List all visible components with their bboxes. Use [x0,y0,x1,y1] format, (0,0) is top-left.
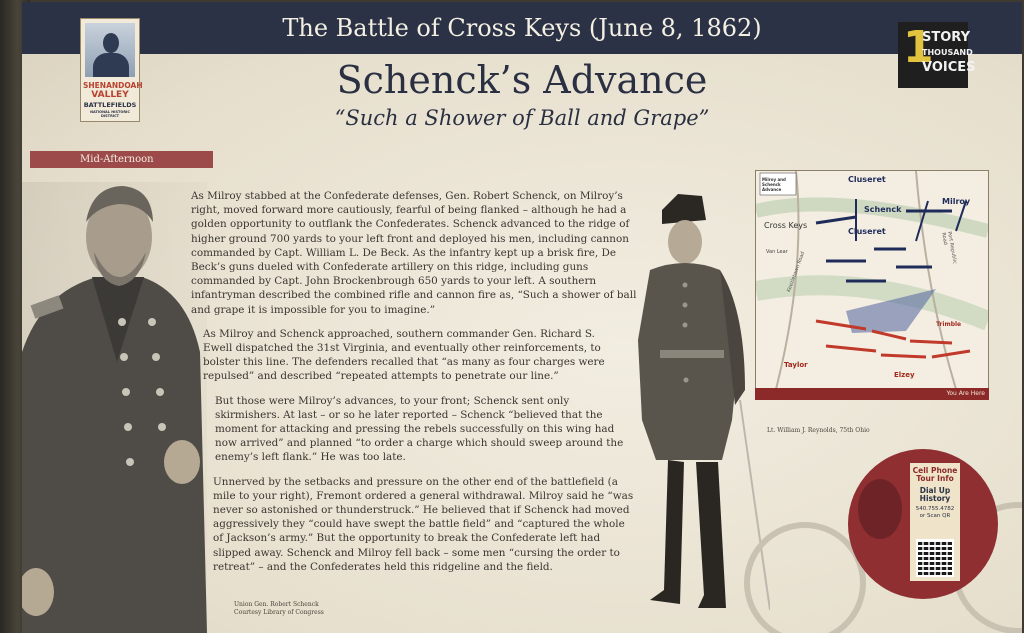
body-text [185,189,651,584]
paragraph-4: Unnerved by the setbacks and pressure on the other end of the battlefield (a mile to your right), Fremont ordered a general withdrawal. Milroy said he “was never so astonished or thunderstruck.” He believed that if Schenck had moved aggressively they “could have swept the battle field” and “captured the whole of Jackson’s army.” But the opportunity to break the Confederate left had slipped away. Schenck and Milroy fell back – some men “cursing the order to retreat” – and the Confederates held this ridgeline and the field. [213,475,634,573]
historical-marker-sign [22,2,1022,633]
sign-title: Schenck’s Advance [336,58,708,102]
map-label-cluseret-1: Cluseret [848,175,886,184]
logo-line2: VALLEY [91,90,129,100]
battle-map [755,170,989,390]
map-label-schenck: Schenck [864,205,902,214]
reynolds-portrait [620,190,770,620]
paragraph-1: As Milroy stabbed at the Confederate defenses, Gen. Robert Schenck, on Milroy’s right, moved forward more cautiously, fearful of being flanked – although he had a golden opportunity to outflank the Confederates. Schenck advanced to the ridge of higher ground 700 yards to your left front and deployed his men, including cannon commanded by Capt. William L. De Beck. As the infantry kept up a brisk fire, De Beck’s guns dueled with Confederate artillery on this ridge, including guns commanded by Capt. John Brockenbrough 650 yards to your left. A southern infantryman described the combined rifle and cannon fire as, “Such a shower of ball and grape it is impossible for you to imagine.” [191,190,637,316]
map-label-port-republic-road: Port Republic Road [940,231,958,265]
cell-tour-phone: 540.755.4782 [915,506,955,512]
sign-subtitle: “Such a Shower of Ball and Grape” [334,106,710,130]
paragraph-3: But those were Milroy’s advances, to your front; Schenck sent only skirmishers. At last – or so he later reported – Schenck “believed that the moment for attacking and pressing the rebels successfully on this wing had now arrived” and planned “to order a charge which should sweep around the enemy’s left flank.” He was too late. [215,394,624,464]
cell-tour-dial: Dial Up History [919,486,951,503]
left-caption [234,601,324,617]
map-label-taylor: Taylor [784,361,808,369]
header-bar [22,2,1022,54]
map-label-keezletown-road: Keezletown Road [786,250,807,294]
schenck-portrait [22,182,207,633]
cell-tour-card [910,463,960,581]
left-caption-line2: Courtesy Library of Congress [234,609,324,616]
map-label-cluseret-2: Cluseret [848,227,886,236]
map-label-elzey: Elzey [894,371,915,379]
cell-tour-title: Cell Phone Tour Info [912,466,958,483]
logo-line4: NATIONAL HISTORIC DISTRICT [90,110,130,118]
map-legend: Milroy and Schenck Advance [762,177,786,192]
logo-thousand: THOUSAND [922,48,973,57]
cell-phone-tour-badge [848,449,998,599]
paragraph-2: As Milroy and Schenck approached, southern commander Gen. Richard S. Ewell dispatched the 31st Virginia, and eventually other reinforcements, to bolster this line. The defenders recalled that “as many as four charges were repulsed” and described “repeated attempts to penetrate our line.” [203,327,605,383]
cell-tour-scan: or Scan QR [919,513,951,519]
cannon-wheel-image [744,522,866,633]
map-label-milroy: Milroy [942,197,971,206]
logo-voices: VOICES [922,60,976,75]
map-label-van-lear: Van Lear [766,249,788,255]
logo-line1: SHENANDOAH [83,81,143,90]
cell-tour-portrait [858,479,902,539]
logo-number: 1 [903,22,934,73]
qr-code-icon[interactable] [918,541,952,575]
logo-story: STORY [922,30,970,45]
time-of-day-label: Mid-Afternoon [30,151,213,168]
logo-line3: BATTLEFIELDS [83,101,137,109]
you-are-here-bar: You Are Here [755,388,989,400]
header-title: The Battle of Cross Keys (June 8, 1862) [282,14,762,42]
map-label-trimble: Trimble [936,321,962,328]
right-caption: Lt. William J. Reynolds, 75th Ohio [767,427,870,434]
left-caption-line1: Union Gen. Robert Schenck [234,601,319,608]
map-label-cross-keys: Cross Keys [764,221,808,230]
